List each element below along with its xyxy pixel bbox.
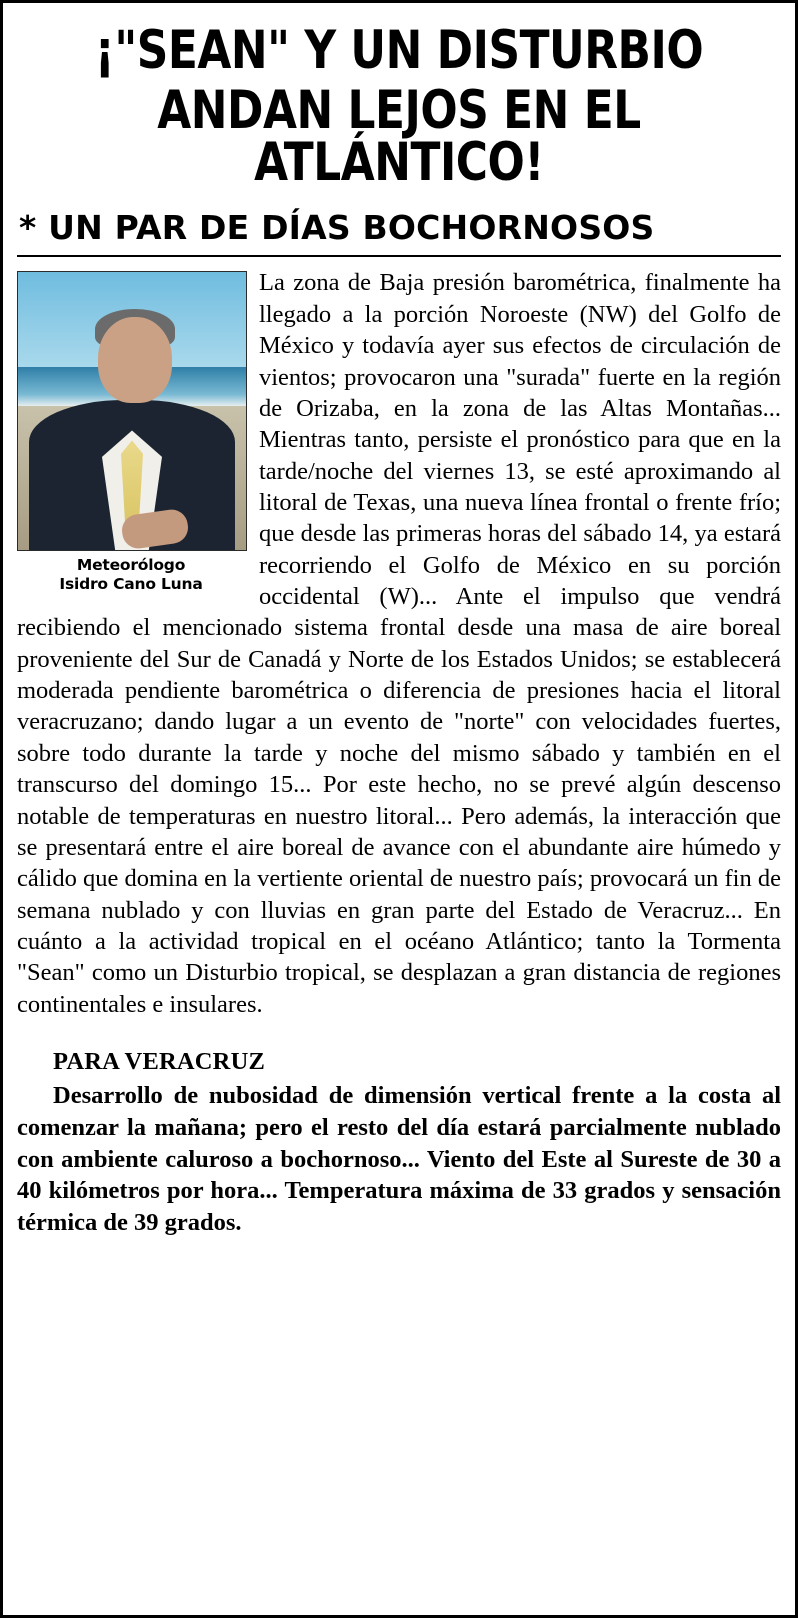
headline-line-2: ANDAN LEJOS EN EL ATLÁNTICO! [157, 79, 641, 193]
photo-caption-name: Isidro Cano Luna [59, 575, 203, 594]
article-body: La zona de Baja presión barométrica, finalmente ha llegado a la porción Noroeste (NW) del Golfo de México y todavía ayer sus efectos de circulación de vientos; provocaron una "surada" fuerte en la región de Orizaba, en la zona de las Altas Montañas... Mientras tanto, persiste el pronóstico para que en la tarde/noche del viernes 13, se esté aproximando al litoral de Texas, una nueva línea frontal o frente frío; que desde las primeras horas del sábado 14, ya estará recorriendo el Golfo de México en su porción occidental (W)... Ante el impulso que vendrá recibiendo el mencionado sistema frontal desde una masa de aire boreal proveniente del Sur de Canadá y Norte de los Estados Unidos; se establecerá moderada pendiente barométrica o diferencia de presiones hacia el litoral veracruzano; dando lugar a un evento de "norte" con velocidades fuertes, sobre todo durante la tarde y noche del mismo sábado y también en el transcurso del domingo 15... Por este hecho, no se prevé algún descenso notable de temperaturas en nuestro litoral... Pero además, la interacción que se presentará entre el aire boreal de avance con el abundante aire húmedo y cálido que domina en la vertiente oriental de nuestro país; provocará un fin de semana nublado y con lluvias en gran parte del Estado de Veracruz... En cuánto a la actividad tropical en el océano Atlántico; tanto la Tormenta "Sean" como un Disturbio tropical, se desplazan a gran distancia de regiones continentales e insulares. [17, 269, 781, 1018]
divider [17, 255, 781, 257]
article-body-wrapper [17, 267, 781, 1020]
subheadline: * UN PAR DE DÍAS BOCHORNOSOS [19, 207, 655, 247]
page-title [17, 20, 781, 193]
photo-head [98, 317, 172, 403]
forecast-section [17, 1046, 781, 1239]
forecast-body: Desarrollo de nubosidad de dimensión vertical frente a la costa al comenzar la mañana; pero el resto del día estará parcialmente nublado con ambiente caluroso a bochornoso... Viento del Este al Sureste de 30 a 40 kilómetros por hora... Temperatura máxima de 33 grados y sensación térmica de 39 grados. [17, 1081, 781, 1237]
headline-line-1: ¡"SEAN" Y UN DISTURBIO [94, 20, 704, 81]
photo-caption [17, 556, 245, 594]
meteorologist-photo [17, 271, 247, 551]
photo-block [17, 271, 245, 594]
forecast-title: PARA VERACRUZ [53, 1048, 265, 1076]
photo-caption-role: Meteorólogo [76, 556, 186, 575]
